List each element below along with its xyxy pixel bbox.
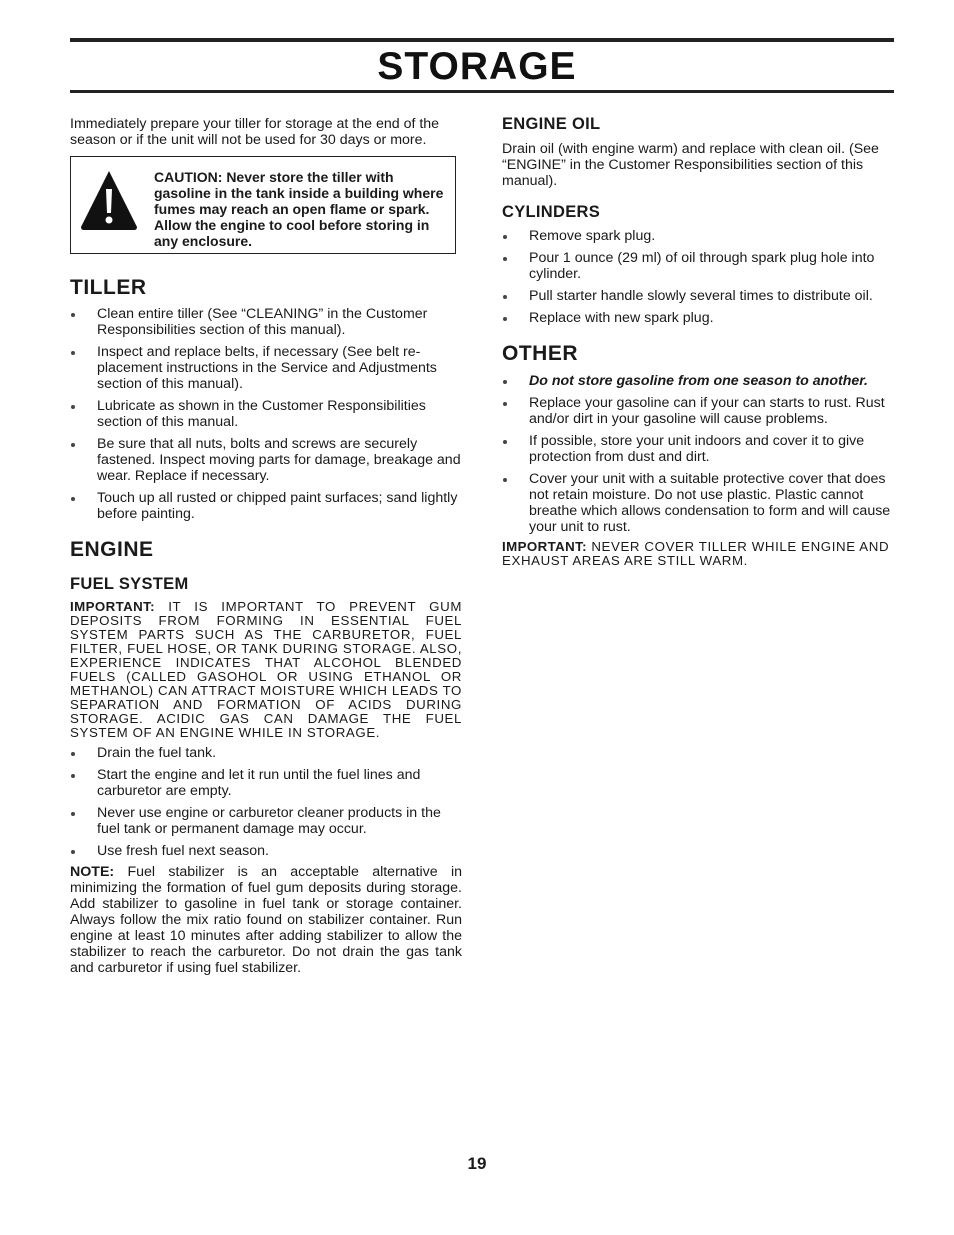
bullet-icon (71, 405, 75, 409)
list-item: Drain the fuel tank. (70, 745, 462, 761)
bullet-icon (71, 850, 75, 854)
bullet-icon (503, 317, 507, 321)
bullet-icon (503, 235, 507, 239)
list-item: Remove spark plug. (502, 228, 896, 244)
list-item: Clean entire tiller (See “CLEANING” in the Customer Responsibilities section of this manual). (70, 306, 462, 338)
list-item: Inspect and replace belts, if necessary (See belt re-placement instructions in the Service and Adjustments section of this manual). (70, 344, 462, 392)
list-item: Replace your gasoline can if your can starts to rust. Rust and/or dirt in your gasoline will cause problems. (502, 395, 896, 427)
tiller-heading: TILLER (70, 276, 147, 299)
bullet-icon (503, 380, 507, 384)
caution-box (70, 156, 456, 254)
tiller-list (70, 306, 462, 522)
list-item: Pull starter handle slowly several times to distribute oil. (502, 288, 896, 304)
bullet-icon (71, 313, 75, 317)
bullet-icon (503, 440, 507, 444)
bullet-icon (503, 402, 507, 406)
header-rule-top (70, 38, 894, 42)
bullet-icon (71, 443, 75, 447)
list-item: Do not store gasoline from one season to another. (502, 373, 896, 389)
list-item: Start the engine and let it run until the fuel lines and carburetor are empty. (70, 767, 462, 799)
bullet-icon (71, 752, 75, 756)
page-title: STORAGE (377, 45, 577, 88)
fuel-system-heading: FUEL SYSTEM (70, 575, 189, 593)
engine-oil-heading: ENGINE OIL (502, 115, 601, 133)
list-item: Lubricate as shown in the Customer Responsibilities section of this manual. (70, 398, 462, 430)
list-item: Pour 1 ounce (29 ml) of oil through spark plug hole into cylinder. (502, 250, 896, 282)
engine-oil-text: Drain oil (with engine warm) and replace with clean oil. (See “ENGINE” in the Customer Responsibilities section of this manual). (502, 141, 879, 189)
list-item: Never use engine or carburetor cleaner products in the fuel tank or permanent damage may occur. (70, 805, 462, 837)
bullet-icon (503, 295, 507, 299)
page-number: 19 (467, 1154, 487, 1173)
other-heading: OTHER (502, 342, 578, 365)
warning-triangle-icon (79, 169, 139, 231)
list-item: If possible, store your unit indoors and cover it to give protection from dust and dirt. (502, 433, 896, 465)
list-item: Be sure that all nuts, bolts and screws are securely fastened. Inspect moving parts for damage, breakage and wear. Replace if necessary. (70, 436, 462, 484)
fuel-system-list (70, 745, 462, 859)
important-label: IMPORTANT: (502, 539, 588, 554)
bullet-icon (503, 478, 507, 482)
intro-paragraph: Immediately prepare your tiller for storage at the end of the season or if the unit will not be used for 30 days or more. (70, 116, 440, 148)
cylinders-heading: CYLINDERS (502, 203, 601, 221)
bullet-icon (503, 257, 507, 261)
note-paragraph: NOTE: Fuel stabilizer is an acceptable alternative in minimizing the formation of fuel gum deposits during storage. Add stabilizer to gasoline in fuel tank or storage container. Always follow the mix ratio found on stabilizer container. Run engine at least 10 minutes after adding stabilizer to allow the stabilizer to reach the carburetor. Do not drain the gas tank and carburetor if using fuel stabilizer. (70, 864, 462, 976)
caution-text: CAUTION: Never store the tiller with gasoline in the tank inside a building where fumes may reach an open flame or spark. Allow the engine to cool before storing in any enclosure. (154, 169, 444, 249)
header-rule-bottom (70, 90, 894, 93)
list-item: Use fresh fuel next season. (70, 843, 462, 859)
bullet-icon (71, 774, 75, 778)
note-label: NOTE: (70, 864, 115, 880)
list-item: Cover your unit with a suitable protective cover that does not retain moisture. Do not use plastic. Plastic cannot breathe which allows condensation to form and will cause your unit to rust. (502, 471, 896, 535)
bullet-icon (71, 351, 75, 355)
fuel-important-paragraph: IMPORTANT: IT IS IMPORTANT TO PREVENT GUM DEPOSITS FROM FORMING IN ESSENTIAL FUEL SYSTEM PARTS SUCH AS THE CARBURETOR, FUEL FILTER, FUEL HOSE, OR TANK DURING STORAGE. ALSO, EXPERIENCE INDICATES THAT ALCOHOL BLENDED FUELS (CALLED GASOHOL OR USING ETHANOL OR METHANOL) CAN ATTRACT MOISTURE WHICH LEADS TO SEPARATION AND FORMATION OF ACIDS DURING STORAGE. ACIDIC GAS CAN DAMAGE THE FUEL SYSTEM OF AN ENGINE WHILE IN STORAGE. (70, 599, 463, 740)
bullet-icon (71, 497, 75, 501)
other-important-paragraph: IMPORTANT: NEVER COVER TILLER WHILE ENGINE AND EXHAUST AREAS ARE STILL WARM. (502, 539, 890, 568)
cylinders-list (502, 228, 896, 326)
list-item: Replace with new spark plug. (502, 310, 896, 326)
bullet-icon (71, 812, 75, 816)
list-item: Touch up all rusted or chipped paint surfaces; sand lightly before painting. (70, 490, 462, 522)
important-label: IMPORTANT: (70, 599, 156, 614)
other-list (502, 373, 896, 535)
engine-heading: ENGINE (70, 538, 154, 561)
